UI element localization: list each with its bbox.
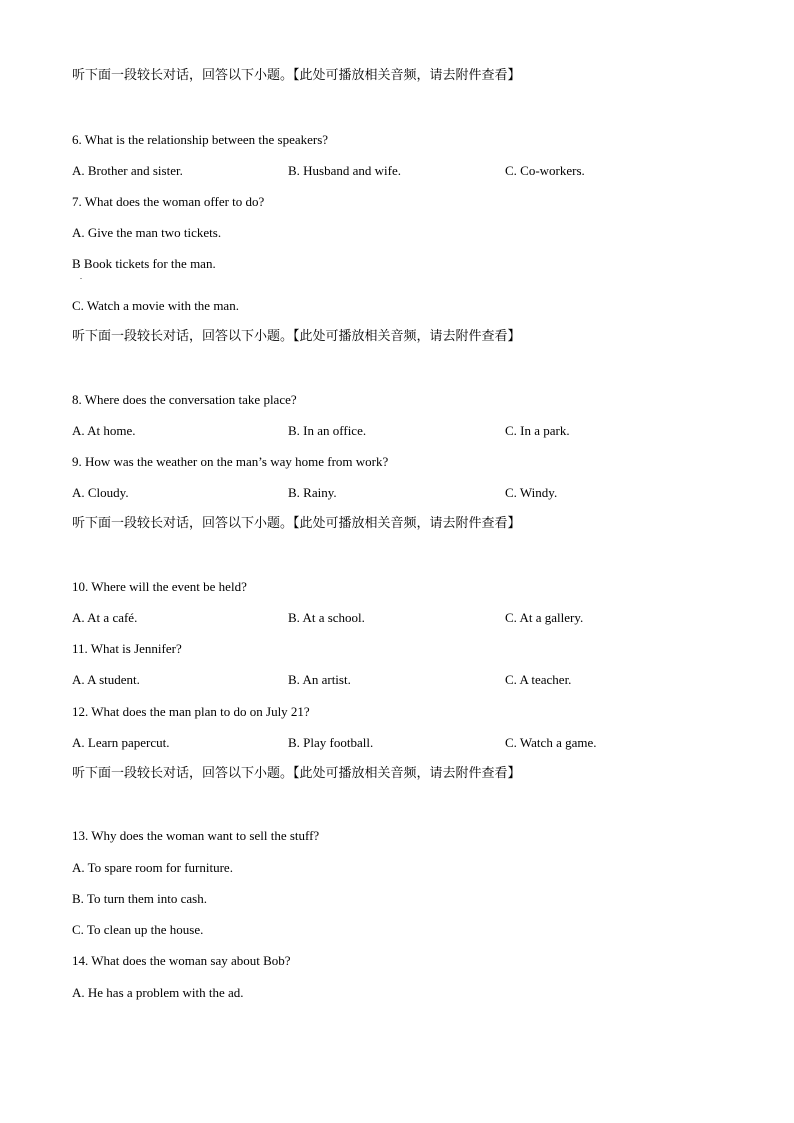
- q14-option-a: A. He has a problem with the ad.: [72, 985, 244, 1000]
- q12-option-b: B. Play football.: [288, 735, 374, 750]
- q11-option-a: A. A student.: [72, 672, 140, 687]
- q9-option-c: C. Windy.: [505, 485, 558, 500]
- question-13: 13. Why does the woman want to sell the stuff?: [72, 828, 320, 843]
- q9-option-a: A. Cloudy.: [72, 485, 129, 500]
- q10-option-c: C. At a gallery.: [505, 610, 584, 625]
- q13-option-a: A. To spare room for furniture.: [72, 860, 233, 875]
- question-14: 14. What does the woman say about Bob?: [72, 953, 291, 968]
- question-11: 11. What is Jennifer?: [72, 641, 182, 656]
- q9-option-b: B. Rainy.: [288, 485, 337, 500]
- q11-option-c: C. A teacher.: [505, 672, 572, 687]
- section-instruction-3: 听下面一段较长对话，回答以下小题。【此处可播放相关音频，请去附件查看】: [72, 516, 521, 531]
- q8-option-c: C. In a park.: [505, 423, 570, 438]
- q7-option-c: C. Watch a movie with the man.: [72, 298, 239, 313]
- q13-option-b: B. To turn them into cash.: [72, 891, 207, 906]
- q12-option-c: C. Watch a game.: [505, 735, 597, 750]
- question-8: 8. Where does the conversation take place?: [72, 392, 297, 407]
- q8-option-b: B. In an office.: [288, 423, 367, 438]
- q10-option-b: B. At a school.: [288, 610, 365, 625]
- q6-option-c: C. Co-workers.: [505, 163, 585, 178]
- question-6: 6. What is the relationship between the speakers?: [72, 132, 329, 147]
- q6-option-a: A. Brother and sister.: [72, 163, 183, 178]
- q7-option-a: A. Give the man two tickets.: [72, 225, 222, 240]
- section-instruction-4: 听下面一段较长对话，回答以下小题。【此处可播放相关音频，请去附件查看】: [72, 766, 521, 781]
- q13-option-c: C. To clean up the house.: [72, 922, 204, 937]
- q8-option-a: A. At home.: [72, 423, 136, 438]
- section-instruction-2: 听下面一段较长对话，回答以下小题。【此处可播放相关音频，请去附件查看】: [72, 329, 521, 344]
- q7-option-b: B Book tickets for the man.: [72, 256, 216, 271]
- q6-option-b: B. Husband and wife.: [288, 163, 402, 178]
- q11-option-b: B. An artist.: [288, 672, 351, 687]
- question-10: 10. Where will the event be held?: [72, 579, 247, 594]
- question-12: 12. What does the man plan to do on July 21?: [72, 704, 310, 719]
- q10-option-a: A. At a café.: [72, 610, 138, 625]
- section-instruction-1: 听下面一段较长对话，回答以下小题。【此处可播放相关音频，请去附件查看】: [72, 68, 521, 83]
- question-7: 7. What does the woman offer to do?: [72, 194, 265, 209]
- question-9: 9. How was the weather on the man’s way home from work?: [72, 454, 389, 469]
- q12-option-a: A. Learn papercut.: [72, 735, 170, 750]
- stray-dot-mark: .: [80, 272, 82, 281]
